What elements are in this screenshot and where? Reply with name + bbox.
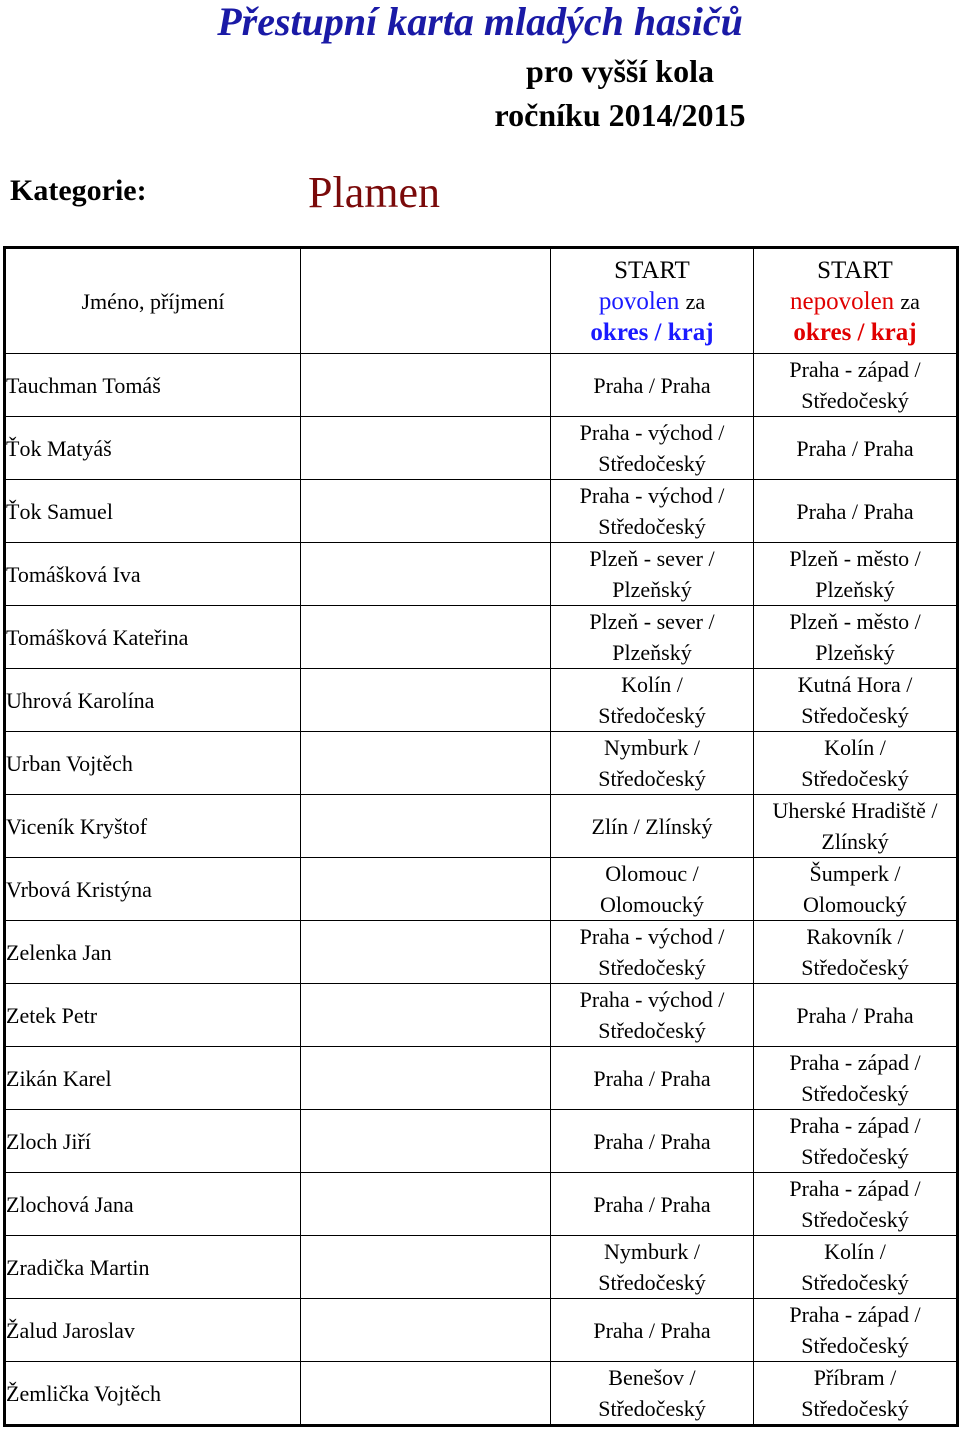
header-name: Jméno, příjmení bbox=[5, 248, 301, 354]
header-not-allowed-start: START bbox=[817, 256, 893, 284]
row-allowed-line: Praha / Praha bbox=[593, 1191, 711, 1217]
table-row bbox=[5, 1236, 958, 1299]
row-allowed bbox=[551, 417, 754, 480]
row-allowed bbox=[551, 732, 754, 795]
row-not-allowed bbox=[754, 921, 958, 984]
header-allowed-word: povolen bbox=[598, 287, 680, 315]
row-allowed-line: Praha - východ / bbox=[579, 483, 725, 508]
row-empty bbox=[301, 984, 551, 1047]
row-not-allowed bbox=[754, 858, 958, 921]
table-header-row bbox=[5, 248, 958, 354]
row-name: Zikán Karel bbox=[5, 1047, 301, 1110]
table-row bbox=[5, 921, 958, 984]
row-not-allowed-line: Středočeský bbox=[801, 703, 909, 728]
row-not-allowed-line: Středočeský bbox=[801, 1270, 909, 1295]
row-allowed bbox=[551, 984, 754, 1047]
row-empty bbox=[301, 1047, 551, 1110]
row-empty bbox=[301, 543, 551, 606]
row-name: Zetek Petr bbox=[5, 984, 301, 1047]
header-not-allowed bbox=[754, 248, 958, 354]
row-not-allowed bbox=[754, 1362, 958, 1426]
row-not-allowed-line: Praha - západ / bbox=[789, 1113, 921, 1138]
row-not-allowed bbox=[754, 795, 958, 858]
row-name: Ťok Matyáš bbox=[5, 417, 301, 480]
row-allowed bbox=[551, 543, 754, 606]
table-row bbox=[5, 669, 958, 732]
header-not-allowed-word: nepovolen bbox=[790, 287, 895, 315]
row-not-allowed-line: Středočeský bbox=[801, 388, 909, 413]
table-row bbox=[5, 1110, 958, 1173]
table-row bbox=[5, 354, 958, 417]
row-allowed-line: Plzeňský bbox=[612, 640, 692, 665]
row-allowed-line: Kolín / bbox=[621, 672, 683, 697]
row-not-allowed-line: Kolín / bbox=[824, 1239, 886, 1264]
table-row bbox=[5, 480, 958, 543]
row-not-allowed-line: Zlínský bbox=[821, 829, 889, 854]
page-subtitle-line1: pro vyšší kola bbox=[526, 53, 714, 89]
row-allowed-line: Nymburk / bbox=[604, 1239, 700, 1264]
row-allowed bbox=[551, 354, 754, 417]
row-name: Vrbová Kristýna bbox=[5, 858, 301, 921]
row-not-allowed-line: Středočeský bbox=[801, 1396, 909, 1421]
row-allowed-line: Středočeský bbox=[598, 1270, 706, 1295]
row-name: Zelenka Jan bbox=[5, 921, 301, 984]
table-row bbox=[5, 795, 958, 858]
header-allowed bbox=[551, 248, 754, 354]
row-allowed-line: Praha - východ / bbox=[579, 987, 725, 1012]
row-empty bbox=[301, 732, 551, 795]
row-not-allowed-line: Šumperk / bbox=[809, 861, 901, 886]
row-allowed bbox=[551, 1173, 754, 1236]
row-not-allowed-line: Středočeský bbox=[801, 1333, 909, 1358]
row-not-allowed-line: Středočeský bbox=[801, 955, 909, 980]
row-allowed-line: Praha / Praha bbox=[593, 1128, 711, 1154]
row-not-allowed-line: Olomoucký bbox=[803, 892, 907, 917]
row-empty bbox=[301, 921, 551, 984]
row-allowed bbox=[551, 1362, 754, 1426]
row-not-allowed-line: Praha / Praha bbox=[796, 435, 914, 461]
row-empty bbox=[301, 1173, 551, 1236]
row-allowed bbox=[551, 669, 754, 732]
page-title: Přestupní karta mladých hasičů bbox=[217, 0, 743, 44]
table-row bbox=[5, 858, 958, 921]
row-not-allowed-line: Praha / Praha bbox=[796, 498, 914, 524]
row-allowed-line: Praha - východ / bbox=[579, 924, 725, 949]
header-not-allowed-level: okres / kraj bbox=[793, 318, 917, 346]
row-empty bbox=[301, 1299, 551, 1362]
row-allowed-line: Olomoucký bbox=[600, 892, 704, 917]
row-not-allowed bbox=[754, 984, 958, 1047]
row-not-allowed bbox=[754, 1299, 958, 1362]
row-not-allowed-line: Praha - západ / bbox=[789, 357, 921, 382]
row-not-allowed-line: Středočeský bbox=[801, 766, 909, 791]
table-row bbox=[5, 1299, 958, 1362]
row-allowed-line: Středočeský bbox=[598, 955, 706, 980]
table-row bbox=[5, 1173, 958, 1236]
category-value: Plamen bbox=[308, 168, 440, 217]
header-not-allowed-line2 bbox=[754, 286, 956, 317]
row-not-allowed-line: Kutná Hora / bbox=[797, 672, 913, 697]
row-not-allowed-line: Plzeňský bbox=[815, 577, 895, 602]
row-allowed-line: Benešov / bbox=[608, 1365, 696, 1390]
table-row bbox=[5, 543, 958, 606]
row-empty bbox=[301, 858, 551, 921]
row-not-allowed-line: Plzeňský bbox=[815, 640, 895, 665]
row-not-allowed-line: Praha - západ / bbox=[789, 1050, 921, 1075]
row-not-allowed-line: Středočeský bbox=[801, 1081, 909, 1106]
row-empty bbox=[301, 1362, 551, 1426]
table-row bbox=[5, 984, 958, 1047]
row-allowed-line: Plzeňský bbox=[612, 577, 692, 602]
row-not-allowed bbox=[754, 1047, 958, 1110]
row-name: Urban Vojtěch bbox=[5, 732, 301, 795]
row-allowed bbox=[551, 858, 754, 921]
row-empty bbox=[301, 669, 551, 732]
transfer-table bbox=[3, 246, 959, 1427]
row-not-allowed bbox=[754, 606, 958, 669]
row-allowed-line: Nymburk / bbox=[604, 735, 700, 760]
row-not-allowed bbox=[754, 1236, 958, 1299]
table-row bbox=[5, 606, 958, 669]
row-not-allowed bbox=[754, 1110, 958, 1173]
row-name: Tomášková Kateřina bbox=[5, 606, 301, 669]
row-allowed-line: Středočeský bbox=[598, 766, 706, 791]
row-name: Uhrová Karolína bbox=[5, 669, 301, 732]
row-name: Zlochová Jana bbox=[5, 1173, 301, 1236]
row-empty bbox=[301, 1236, 551, 1299]
header-allowed-line2 bbox=[551, 286, 753, 317]
row-name: Žemlička Vojtěch bbox=[5, 1362, 301, 1426]
row-allowed-line: Středočeský bbox=[598, 1018, 706, 1043]
row-allowed-line: Praha / Praha bbox=[593, 1317, 711, 1343]
row-allowed-line: Středočeský bbox=[598, 1396, 706, 1421]
header-not-allowed-za: za bbox=[900, 288, 920, 314]
header-allowed-level: okres / kraj bbox=[590, 318, 714, 346]
page-subtitle-line2: ročníku 2014/2015 bbox=[494, 97, 746, 133]
row-not-allowed-line: Kolín / bbox=[824, 735, 886, 760]
row-not-allowed-line: Praha - západ / bbox=[789, 1302, 921, 1327]
row-not-allowed-line: Plzeň - město / bbox=[789, 546, 921, 571]
row-name: Tomášková Iva bbox=[5, 543, 301, 606]
row-not-allowed-line: Rakovník / bbox=[806, 924, 904, 949]
row-not-allowed bbox=[754, 1173, 958, 1236]
row-not-allowed-line: Plzeň - město / bbox=[789, 609, 921, 634]
table-row bbox=[5, 417, 958, 480]
row-name: Zloch Jiří bbox=[5, 1110, 301, 1173]
row-empty bbox=[301, 354, 551, 417]
row-not-allowed bbox=[754, 543, 958, 606]
row-not-allowed-line: Příbram / bbox=[813, 1365, 897, 1390]
row-empty bbox=[301, 480, 551, 543]
row-not-allowed-line: Středočeský bbox=[801, 1207, 909, 1232]
row-name: Viceník Kryštof bbox=[5, 795, 301, 858]
table-row bbox=[5, 1362, 958, 1426]
row-empty bbox=[301, 417, 551, 480]
row-not-allowed bbox=[754, 417, 958, 480]
row-not-allowed-line: Uherské Hradiště / bbox=[772, 798, 938, 823]
row-allowed bbox=[551, 1299, 754, 1362]
row-allowed-line: Praha - východ / bbox=[579, 420, 725, 445]
row-not-allowed bbox=[754, 480, 958, 543]
row-allowed bbox=[551, 1236, 754, 1299]
row-name: Ťok Samuel bbox=[5, 480, 301, 543]
row-allowed-line: Olomouc / bbox=[605, 861, 699, 886]
row-allowed-line: Středočeský bbox=[598, 703, 706, 728]
table-row bbox=[5, 732, 958, 795]
row-empty bbox=[301, 1110, 551, 1173]
row-allowed-line: Středočeský bbox=[598, 451, 706, 476]
row-allowed-line: Praha / Praha bbox=[593, 372, 711, 398]
row-not-allowed-line: Středočeský bbox=[801, 1144, 909, 1169]
row-name: Tauchman Tomáš bbox=[5, 354, 301, 417]
row-allowed bbox=[551, 921, 754, 984]
row-allowed-line: Plzeň - sever / bbox=[589, 546, 715, 571]
header-allowed-za: za bbox=[685, 288, 706, 314]
row-allowed-line: Plzeň - sever / bbox=[589, 609, 715, 634]
row-name: Zradička Martin bbox=[5, 1236, 301, 1299]
row-not-allowed bbox=[754, 669, 958, 732]
row-name: Žalud Jaroslav bbox=[5, 1299, 301, 1362]
row-empty bbox=[301, 606, 551, 669]
row-allowed bbox=[551, 795, 754, 858]
row-not-allowed bbox=[754, 354, 958, 417]
row-allowed-line: Středočeský bbox=[598, 514, 706, 539]
row-allowed bbox=[551, 480, 754, 543]
category-label: Kategorie: bbox=[10, 174, 147, 207]
table-row bbox=[5, 1047, 958, 1110]
row-not-allowed bbox=[754, 732, 958, 795]
header-empty bbox=[301, 248, 551, 354]
row-allowed-line: Zlín / Zlínský bbox=[591, 813, 713, 839]
row-allowed bbox=[551, 606, 754, 669]
row-empty bbox=[301, 795, 551, 858]
header-allowed-start: START bbox=[614, 256, 690, 284]
row-allowed bbox=[551, 1047, 754, 1110]
row-not-allowed-line: Praha - západ / bbox=[789, 1176, 921, 1201]
row-allowed bbox=[551, 1110, 754, 1173]
row-not-allowed-line: Praha / Praha bbox=[796, 1002, 914, 1028]
row-allowed-line: Praha / Praha bbox=[593, 1065, 711, 1091]
